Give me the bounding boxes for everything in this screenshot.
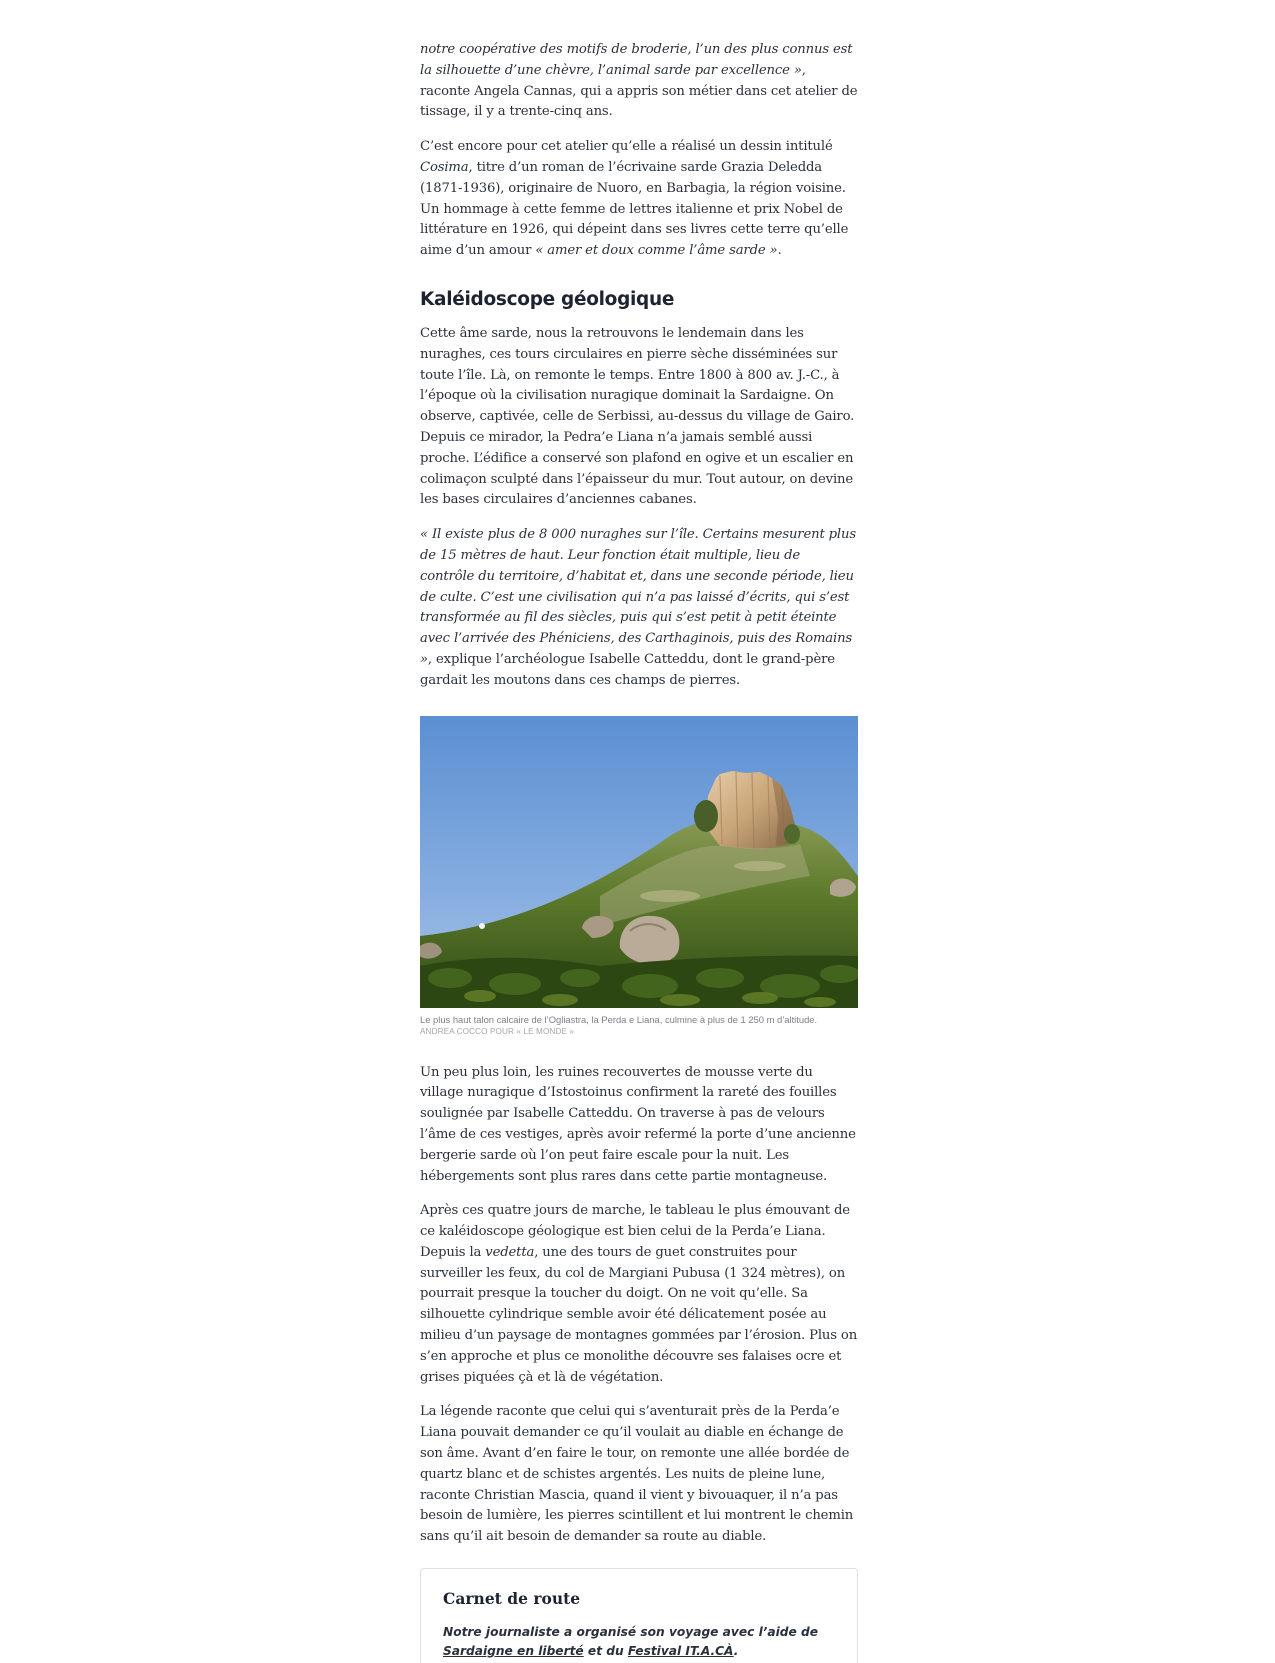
paragraph-legend: La légende raconte que celui qui s’aventurait près de la Perda’e Liana pouvait demander ce qu’il voulait au diable en échange de son âme. Avant d’en faire le tour, on remonte une allée bordée de quartz blanc et de schistes argentés. Les nuits de pleine lune, raconte Christian Mascia, quand il vient y bivouaquer, il n’a pas besoin de lumière, les pierres scintillent et lui montrent le chemin sans qu’il ait besoin de demander sa route au diable. [420,1404,854,1545]
quote-archeologist: « Il existe plus de 8 000 nuraghes sur l’île. Certains mesurent plus de 15 mètres de haut. Leur fonction était multiple, lieu de contrôle du territoire, d’habitat et, dans une seconde période, lieu de culte. C’est une civilisation qui n’a pas laissé d’écrits, qui s’est transformée au fil des siècles, puis qui s’est petit à petit éteinte avec l’arrivée des Phéniciens, des Carthaginois, puis des Romains » [420,527,856,667]
quote-ame-sarde: « amer et doux comme l’âme sarde » [535,243,778,259]
paragraph-cooperative: notre coopérative des motifs de broderie, l’un des plus connus est la silhouette d’une chèvre, l’animal sarde par excellence », raconte Angela Cannas, qui a appris son métier dans cet atelier de tissage, il y a trente-cinq ans. [420,42,858,120]
paragraph-istostoinus: Un peu plus loin, les ruines recouvertes de mousse verte du village nuragique d’Istostoinus confirment la rareté des fouilles soulignée par Isabelle Catteddu. On traverse à pas de velours l’âme de ces vestiges, après avoir refermé la porte d’une ancienne bergerie sarde où l’on peut faire escale pour la nuit. Les hébergements sont plus rares dans cette partie montagneuse. [420,1064,856,1184]
photo-credit: ANDREA COCCO POUR « LE MONDE » [420,1026,575,1036]
figure-caption: Le plus haut talon calcaire de l’Ogliastra, la Perda e Liana, culmine à plus de 1 250 m d’altitude. [420,1013,818,1025]
carnet-title: Carnet de route [443,1589,581,1609]
paragraph-perda-e-liana: Après ces quatre jours de marche, le tableau le plus émouvant de ce kaléidoscope géologique est bien celui de la Perda’e Liana. Depuis la vedetta, une des tours de guet construites pour surveiller les feux, du col de Margiani Pubusa (1 324 mètres), on pourrait presque la toucher du doigt. On ne voit qu’elle. Sa silhouette cylindrique semble avoir été délicatement posée au milieu d’un paysage de montagnes gommées par l’érosion. Plus on s’en approche et plus ce monolithe découvre ses falaises ocre et grises piquées çà et là de végétation. [420,1203,858,1385]
article-body [420,40,858,1663]
book-title-cosima: Cosima [420,159,469,175]
paragraph-nuraghes: Cette âme sarde, nous la retrouvons le lendemain dans les nuraghes, ces tours circulaires en pierre sèche disséminées sur toute l’île. Là, on remonte le temps. Entre 1800 à 800 av. J.-C., à l’époque où la civilisation nuragique dominait la Sardaigne. On observe, captivée, celle de Serbissi, au-dessus du village de Gairo. Depuis ce mirador, la Pedra’e Liana n’a jamais semblé aussi proche. L’édifice a conservé son plafond en ogive et un escalier en colimaçon sculpté dans l’épaisseur du mur. Tout autour, on devine les bases circulaires d’anciennes cabanes. [420,325,855,508]
carnet-de-route-box [420,1568,858,1663]
figure-caption-block [420,1014,858,1037]
paragraph-archeologist-quote: « Il existe plus de 8 000 nuraghes sur l’île. Certains mesurent plus de 15 mètres de haut. Leur fonction était multiple, lieu de contrôle du territoire, d’habitat et, dans une seconde période, lieu de culte. C’est une civilisation qui n’a pas laissé d’écrits, qui s’est transformée au fil des siècles, puis qui s’est petit à petit éteinte avec l’arrivée des Phéniciens, des Carthaginois, puis des Romains », explique l’archéologue Isabelle Catteddu, dont le grand-père gardait les moutons dans ces champs de pierres. [420,527,856,688]
section-heading-kaleidoscope: Kaléidoscope géologique [420,288,675,310]
photo-perda-e-liana [420,716,858,1008]
term-vedetta: vedetta [485,1244,535,1260]
quote-embroidery: notre coopérative des motifs de broderie, l’un des plus connus est la silhouette d’une chèvre, l’animal sarde par excellence » [420,42,853,78]
carnet-text: Notre journaliste a organisé son voyage avec l’aide de Sardaigne en liberté et du Festival IT.A.CÀ. [443,1625,819,1659]
article-figure [420,716,858,1037]
paragraph-cosima: C’est encore pour cet atelier qu’elle a réalisé un dessin intitulé Cosima, titre d’un roman de l’écrivaine sarde Grazia Deledda (1871-1936), originaire de Nuoro, en Barbagia, la région voisine. Un hommage à cette femme de lettres italienne et prix Nobel de littérature en 1926, qui dépeint dans ses livres cette terre qu’elle aime d’un amour « amer et doux comme l’âme sarde ». [420,139,849,259]
link-sardaigne-en-liberte[interactable]: Sardaigne en liberté [443,1644,584,1659]
link-festival-itaca[interactable]: Festival IT.A.CÀ [627,1644,734,1659]
